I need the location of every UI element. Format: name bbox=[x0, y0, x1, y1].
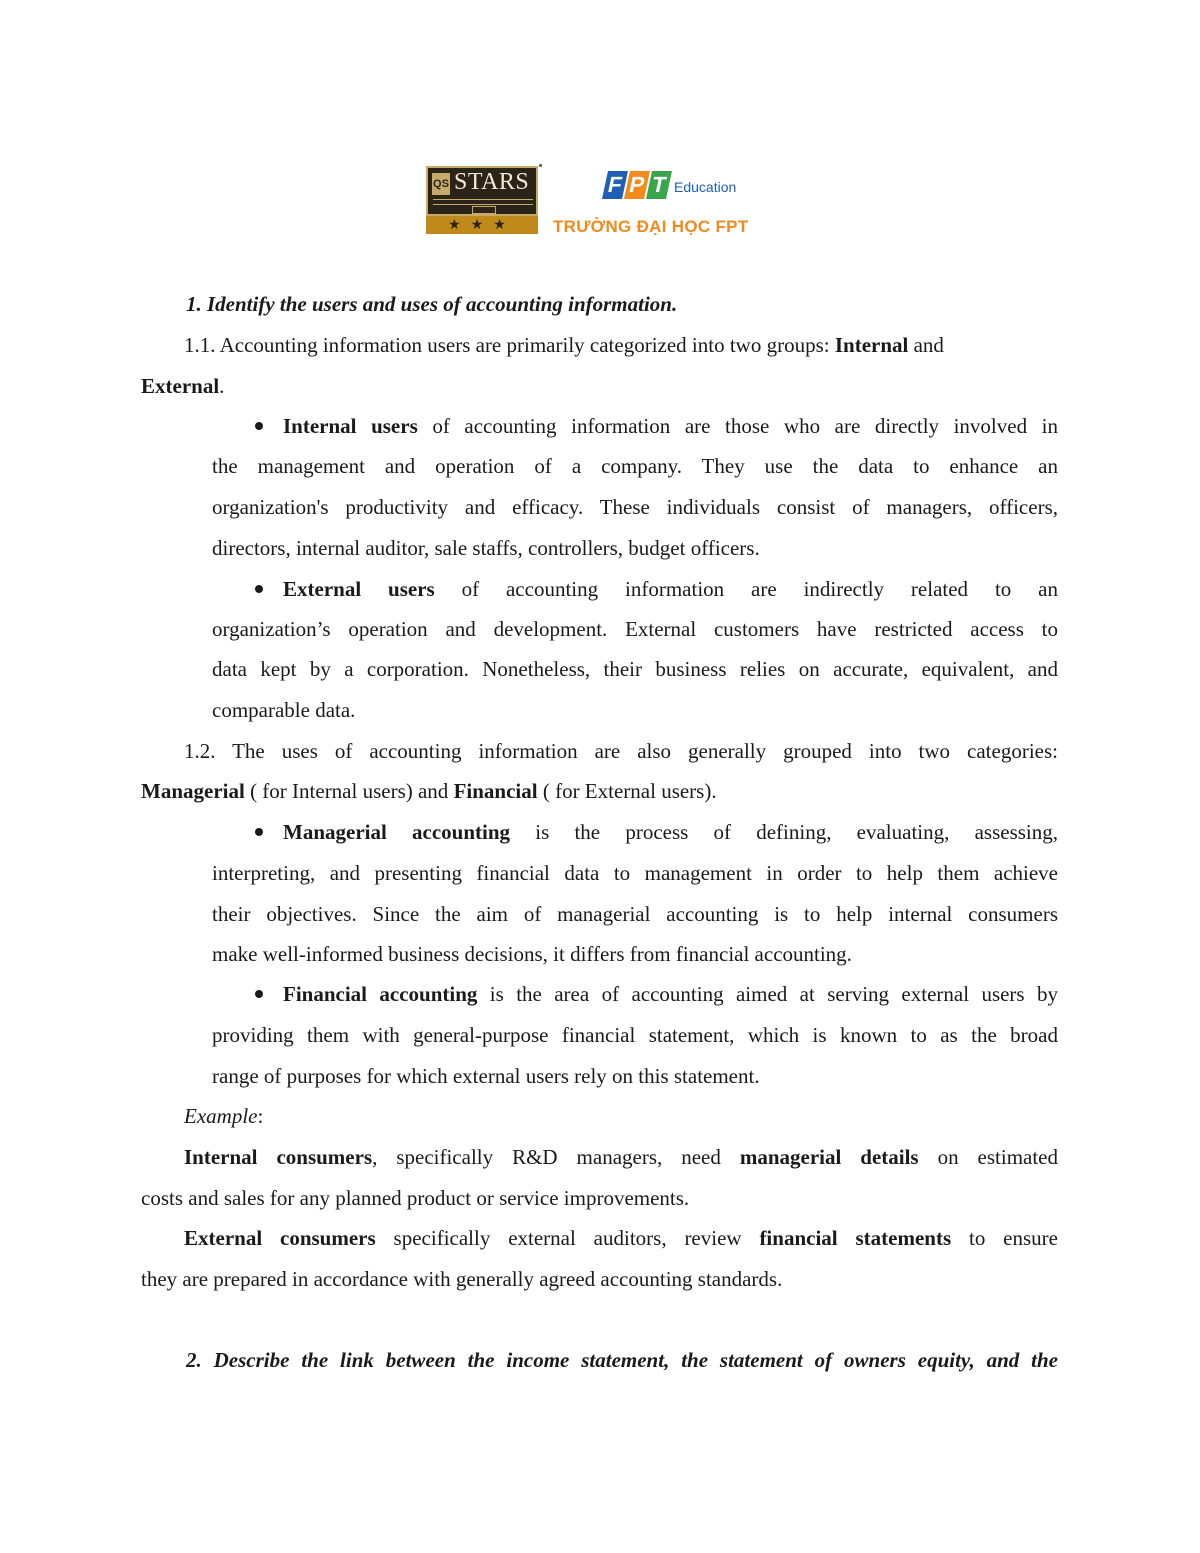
example-external-text-a: specifically external auditors, review bbox=[393, 1226, 742, 1250]
external-users-term: External users bbox=[283, 577, 435, 601]
internal-keyword: Internal bbox=[834, 333, 909, 357]
example-internal-text-a: , specifically R&D managers, need bbox=[372, 1145, 721, 1169]
bullet-icon bbox=[255, 585, 263, 593]
internal-users-line-4: directors, internal auditor, sale staffs, controllers, budget officers. bbox=[212, 536, 760, 560]
financial-statements-term: financial statements bbox=[759, 1226, 952, 1250]
stars-tag bbox=[472, 206, 496, 214]
external-users-line-1 bbox=[283, 576, 1058, 602]
internal-users-line-3: organization's productivity and efficacy. These individuals consist of managers, officers, bbox=[212, 495, 1058, 519]
p12-line-2 bbox=[141, 778, 717, 804]
internal-users-term: Internal users bbox=[283, 414, 418, 438]
p11-text: 1.1. Accounting information users are primarily categorized into two groups: bbox=[184, 333, 830, 357]
bullet-icon bbox=[255, 422, 263, 430]
stars-divider bbox=[433, 199, 533, 205]
managerial-line-1 bbox=[283, 819, 1058, 845]
bullet-icon bbox=[255, 828, 263, 836]
internal-users-line-1 bbox=[283, 413, 1058, 439]
stars-rating-icon: ★★★ bbox=[426, 216, 538, 234]
p11-line-1 bbox=[184, 332, 944, 358]
external-keyword: External bbox=[141, 374, 220, 398]
section-1-heading: 1. Identify the users and uses of accounting information. bbox=[186, 292, 678, 316]
external-users-line-3: data kept by a corporation. Nonetheless, their business relies on accurate, equivalent, and bbox=[212, 657, 1058, 681]
external-consumers-term: External consumers bbox=[184, 1226, 376, 1250]
fpt-university-name: TRƯỜNG ĐẠI HỌC FPT bbox=[553, 217, 749, 236]
internal-users-text: of accounting information are those who are directly involved in bbox=[432, 414, 1059, 438]
example-external-line-2: they are prepared in accordance with generally agreed accounting standards. bbox=[141, 1267, 783, 1291]
fpt-t-block: T bbox=[646, 171, 672, 199]
fpt-p-block: P bbox=[624, 171, 650, 199]
example-internal-line-1 bbox=[184, 1144, 1058, 1170]
p11-and: and bbox=[913, 333, 944, 357]
example-label bbox=[184, 1103, 263, 1129]
external-users-line-2: organization’s operation and development. External customers have restricted access to bbox=[212, 617, 1058, 641]
managerial-line-3: their objectives. Since the aim of managerial accounting is to help internal consumers bbox=[212, 902, 1058, 926]
financial-keyword: Financial bbox=[453, 779, 538, 803]
managerial-details-term: managerial details bbox=[739, 1145, 919, 1169]
example-internal-text-b: on estimated bbox=[937, 1145, 1059, 1169]
external-users-text: of accounting information are indirectly related to an bbox=[461, 577, 1058, 601]
financial-text: is the area of accounting aimed at serving external users by bbox=[489, 982, 1058, 1006]
p11-period: . bbox=[219, 374, 225, 398]
fpt-f-block: F bbox=[602, 171, 628, 199]
managerial-text: is the process of defining, evaluating, assessing, bbox=[535, 820, 1059, 844]
qs-stars-logo bbox=[426, 166, 538, 234]
example-external-line-1 bbox=[184, 1225, 1058, 1251]
fpt-education-label: Education bbox=[674, 179, 737, 195]
fpt-education-logo bbox=[553, 171, 780, 241]
example-external-text-b: to ensure bbox=[968, 1226, 1058, 1250]
financial-line-2: providing them with general-purpose financial statement, which is known to as the broad bbox=[212, 1023, 1058, 1047]
example-colon: : bbox=[257, 1104, 264, 1128]
financial-accounting-term: Financial accounting bbox=[283, 982, 478, 1006]
internal-consumers-term: Internal consumers bbox=[184, 1145, 373, 1169]
managerial-line-4: make well-informed business decisions, it differs from financial accounting. bbox=[212, 942, 852, 966]
managerial-line-2: interpreting, and presenting financial data to management in order to help them achieve bbox=[212, 861, 1058, 885]
qs-stars-badge bbox=[426, 166, 538, 216]
p12-text-b: ( for External users). bbox=[542, 779, 717, 803]
example-word: Example bbox=[184, 1104, 258, 1128]
p12-line-1: 1.2. The uses of accounting information are also generally grouped into two categories: bbox=[184, 739, 1058, 763]
managerial-keyword: Managerial bbox=[141, 779, 245, 803]
qs-mark: QS bbox=[432, 173, 450, 195]
p12-text-a: ( for Internal users) and bbox=[250, 779, 449, 803]
section-2-heading: 2. Describe the link between the income statement, the statement of owners equity, and the bbox=[186, 1348, 1058, 1372]
external-users-line-4: comparable data. bbox=[212, 698, 356, 722]
stars-wordmark: STARS bbox=[454, 169, 530, 195]
managerial-accounting-term: Managerial accounting bbox=[283, 820, 511, 844]
financial-line-3: range of purposes for which external users rely on this statement. bbox=[212, 1064, 760, 1088]
example-internal-line-2: costs and sales for any planned product or service improvements. bbox=[141, 1186, 690, 1210]
internal-users-line-2: the management and operation of a company. They use the data to enhance an bbox=[212, 454, 1058, 478]
trademark-dot bbox=[539, 164, 542, 167]
p11-line-2 bbox=[141, 373, 224, 399]
bullet-icon bbox=[255, 990, 263, 998]
financial-line-1 bbox=[283, 981, 1058, 1007]
